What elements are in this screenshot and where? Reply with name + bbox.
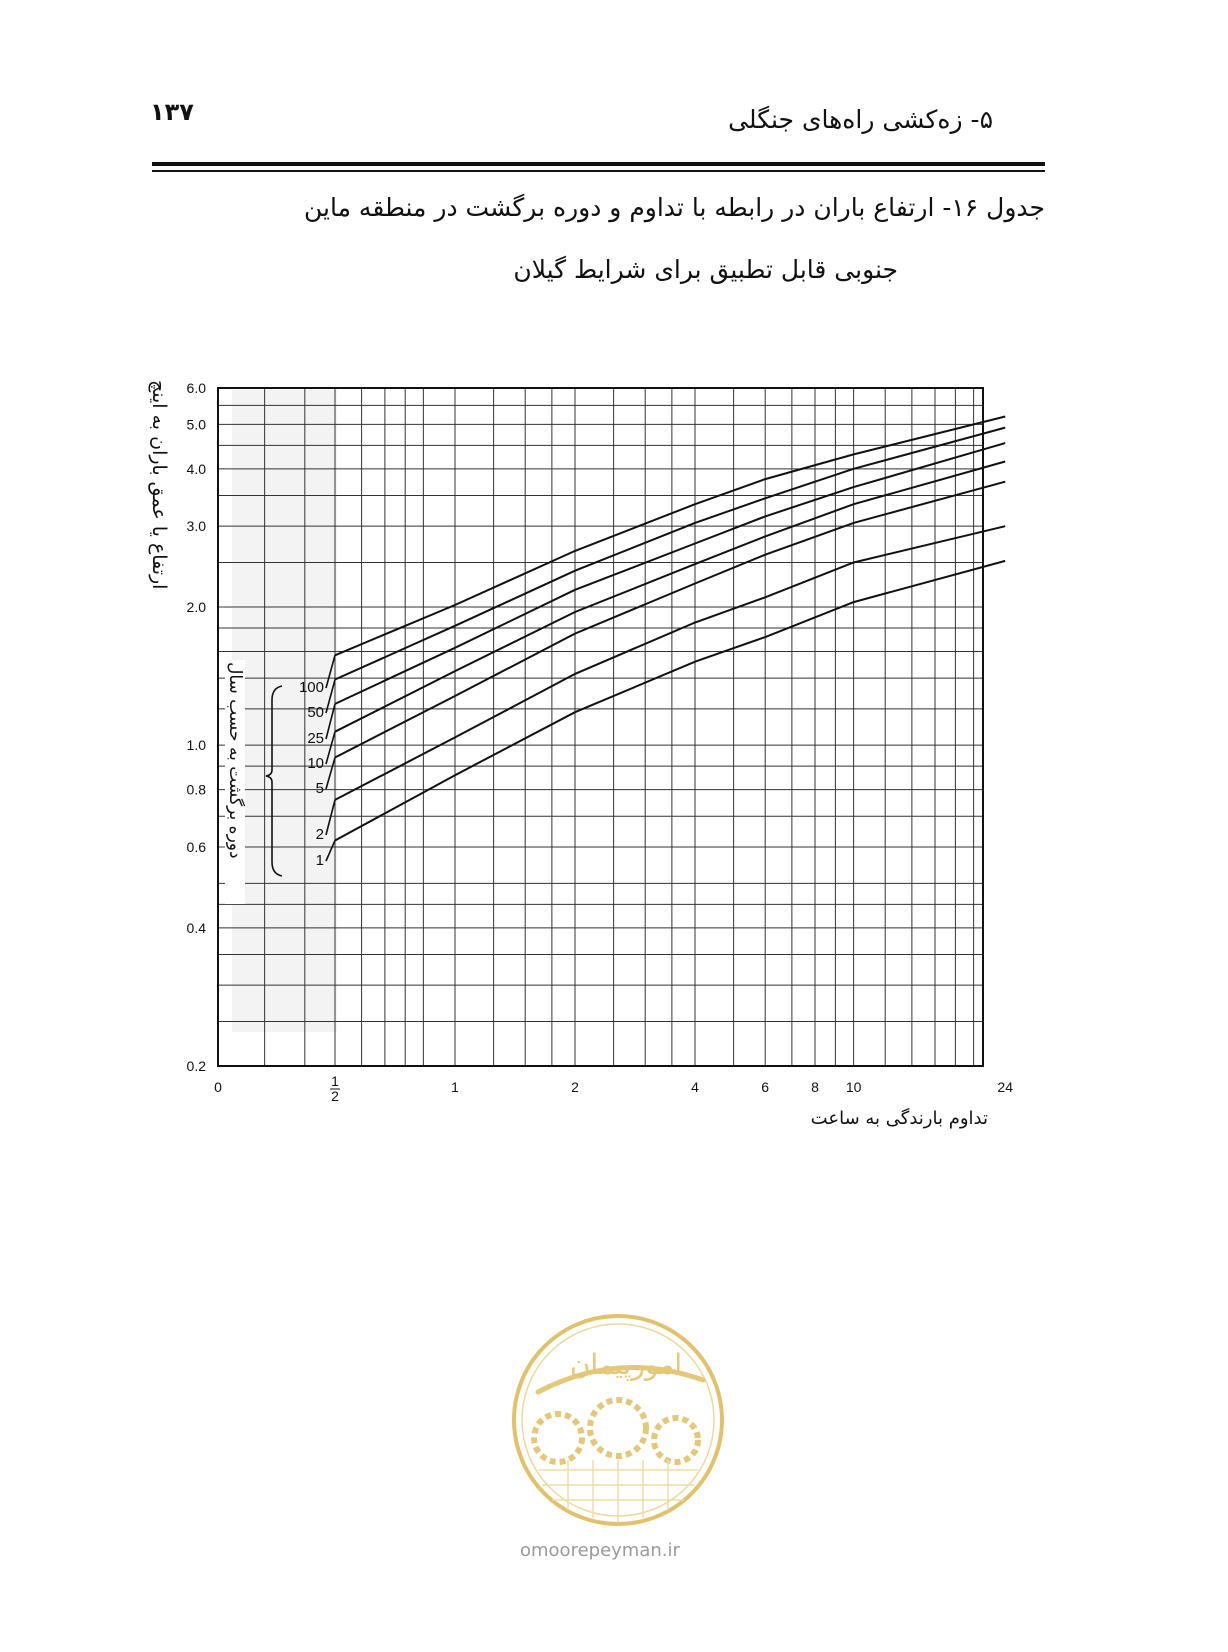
watermark-logo	[508, 1310, 728, 1530]
series-line-100	[335, 417, 1005, 656]
legend-label-1: 1	[315, 852, 324, 869]
legend-label-25: 25	[307, 730, 324, 747]
page-number: ۱۳۷	[150, 98, 194, 126]
series-line-1	[335, 561, 1005, 841]
y-tick-label: 2.0	[186, 598, 206, 615]
y-tick-label: 6.0	[186, 380, 206, 396]
x-axis-title: تداوم بارندگی به ساعت	[810, 1108, 988, 1129]
series-line-10	[335, 462, 1005, 732]
x-tick-label	[330, 1073, 340, 1104]
legend-label-2: 2	[315, 826, 324, 843]
x-tick-label: 1	[451, 1079, 459, 1095]
figure-caption-line-2: جنوبی قابل تطبیق برای شرایط گیلان	[513, 255, 898, 284]
x-tick-label: 24	[997, 1079, 1013, 1095]
series-line-5	[335, 482, 1005, 758]
svg-text:2: 2	[331, 1088, 339, 1104]
figure-caption-line-1: جدول ۱۶- ارتفاع باران در رابطه با تداوم و دوره برگشت در منطقه ماین	[303, 193, 1045, 222]
x-tick-label: 2	[571, 1079, 579, 1095]
x-tick-label: 8	[811, 1079, 819, 1095]
watermark-url: omoorepeyman.ir	[520, 1540, 680, 1561]
y-tick-label: 0.8	[186, 781, 206, 798]
y-tick-label: 1.0	[186, 737, 206, 754]
x-tick-label: 4	[691, 1079, 699, 1095]
running-head: ۵- زه‌کشی راه‌های جنگلی	[728, 105, 993, 134]
y-tick-label: 0.2	[186, 1058, 206, 1074]
legend-label-5: 5	[315, 780, 324, 797]
x-tick-label: 6	[761, 1079, 770, 1095]
series-line-2	[335, 526, 1005, 800]
y-tick-label: 0.4	[186, 919, 206, 936]
y-axis-title: ارتفاع یا عمق باران به اینچ	[148, 380, 170, 590]
x-tick-label: 10	[845, 1079, 862, 1095]
legend-label-10: 10	[307, 755, 324, 772]
legend-label-100: 100	[298, 679, 324, 696]
x-tick-label: 0	[214, 1079, 222, 1095]
legend-title: دوره برگشت به حسب سال	[225, 660, 245, 904]
y-tick-label: 4.0	[186, 460, 206, 477]
svg-text:1: 1	[331, 1073, 339, 1089]
legend-label-50: 50	[307, 704, 324, 721]
y-tick-label: 5.0	[186, 416, 206, 433]
y-tick-label: 0.6	[186, 839, 206, 856]
watermark-logo-text: امورپیمان	[569, 1348, 683, 1381]
y-tick-label: 3.0	[186, 518, 206, 535]
